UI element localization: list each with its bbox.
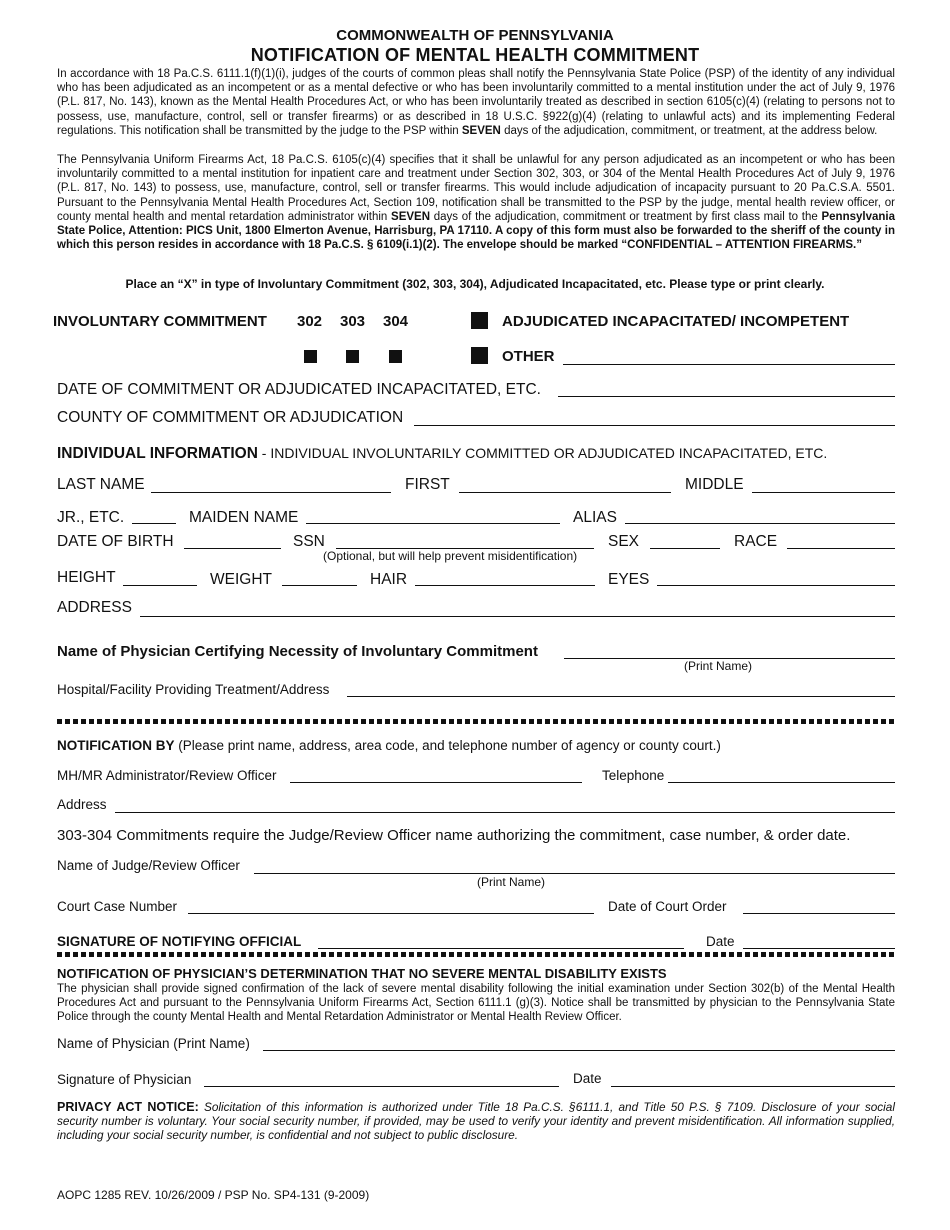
telephone-field[interactable]	[668, 782, 895, 783]
eyes-field[interactable]	[657, 585, 895, 586]
middle-name-field[interactable]	[752, 492, 895, 493]
last-name-field[interactable]	[151, 492, 391, 493]
height-label: HEIGHT	[57, 569, 116, 586]
notifying-signature-label: SIGNATURE OF NOTIFYING OFFICIAL	[57, 934, 302, 949]
dob-field[interactable]	[184, 548, 281, 549]
physician-print-name-field[interactable]	[263, 1050, 895, 1051]
hospital-field[interactable]	[347, 696, 895, 697]
privacy-notice: PRIVACY ACT NOTICE: Solicitation of this information is authorized under Title 18 Pa.C.S. §6111.1, and Title 50 P.S. § 7109. Disclosure of your social security number is voluntary. Your social security number, if provided, may be used to verify your identity and prevent misidentification. All information supplied, including your social security number, is confidential and not subject to public disclosure.	[57, 1100, 895, 1143]
alias-field[interactable]	[625, 523, 895, 524]
physician-signature-label: Signature of Physician	[57, 1072, 192, 1087]
label-302: 302	[297, 313, 323, 330]
checkbox-304[interactable]	[387, 348, 404, 365]
middle-name-label: MIDDLE	[685, 476, 744, 493]
other-field[interactable]	[563, 364, 895, 365]
commonwealth-heading: COMMONWEALTH OF PENNSYLVANIA	[336, 27, 614, 44]
individual-heading: INDIVIDUAL INFORMATION - INDIVIDUAL INVOLUNTARILY COMMITTED OR ADJUDICATED INCAPACITATED, ETC.	[57, 445, 828, 462]
commitment-date-label: DATE OF COMMITMENT OR ADJUDICATED INCAPACITATED, ETC.	[57, 381, 541, 398]
page-title: NOTIFICATION OF MENTAL HEALTH COMMITMENT	[250, 45, 700, 65]
judge-label: Name of Judge/Review Officer	[57, 858, 240, 873]
label-304: 304	[383, 313, 409, 330]
physician-print-name-label: Name of Physician (Print Name)	[57, 1036, 250, 1051]
judge-print-name-note: (Print Name)	[477, 875, 546, 889]
form-number-footer: AOPC 1285 REV. 10/26/2009 / PSP No. SP4-131 (9-2009)	[57, 1188, 370, 1202]
admin-field[interactable]	[290, 782, 582, 783]
first-name-label: FIRST	[405, 476, 450, 493]
physician-date-field[interactable]	[611, 1086, 895, 1087]
physician-print-name-note: (Print Name)	[684, 659, 753, 673]
maiden-name-label: MAIDEN NAME	[189, 509, 299, 526]
intro-paragraph-1: In accordance with 18 Pa.C.S. 6111.1(f)(1)(i), judges of the courts of common pleas shall notify the Pennsylvania State Police (PSP) of the identity of any individual who has been adjudicated as an incompetent or as a mental defective or who has been involuntarily committed to a mental institution under the act of July 9, 1976 (P.L. 817, No. 143), known as the Mental Health Procedures Act, or who has been involuntarily treated as described in section 6105(c)(4) (relating to persons not to possess, use, manufacture, control, sell or transfer firearms) or as described in 18 U.S.C. §922(g)(4) (relating to unlawful acts) and its implementing Federal regulations. This notification shall be transmitted by the judge to the PSP within SEVEN days of the adjudication, commitment, or treatment, at the address below.	[57, 68, 895, 137]
physician-label: Name of Physician Certifying Necessity of Involuntary Commitment	[57, 643, 538, 660]
instruction-text: Place an “X” in type of Involuntary Commitment (302, 303, 304), Adjudicated Incapacitated, etc. Please type or print clearly.	[125, 277, 825, 291]
other-checkbox[interactable]	[471, 347, 488, 364]
last-name-label: LAST NAME	[57, 476, 145, 493]
court-order-date-label: Date of Court Order	[608, 899, 727, 914]
maiden-name-field[interactable]	[306, 523, 560, 524]
dob-label: DATE OF BIRTH	[57, 533, 174, 550]
first-name-field[interactable]	[459, 492, 671, 493]
intro-paragraph-2: The Pennsylvania Uniform Firearms Act, 18 Pa.C.S. 6105(c)(4) specifies that it shall be unlawful for any person adjudicated as an incompetent or who has been involuntarily committed to a mental institution for inpatient care and treatment under Section 302, 303, or 304 of the Mental Health Procedures Act of July 9, 1976 (P.L. 817, No. 143) to possess, use, manufacture, control, sell or transfer firearms. This would include adjudication of incapacity pursuant to 20 Pa.C.S.A. 5501. Pursuant to the Pennsylvania Mental Health Procedures Act, Section 109, notification shall be transmitted to the PSP by the judge, mental health review officer, or county mental health and mental retardation administrator within SEVEN days of the adjudication, commitment or treatment by first class mail to the Pennsylvania State Police, Attention: PICS Unit, 1800 Elmerton Avenue, Harrisburg, PA 17110. A copy of this form must also be forwarded to the sheriff of the county in which this person resides in accordance with 18 Pa.C.S. § 6109(i.1)(2). The envelope should be marked “CONFIDENTIAL – ATTENTION FIREARMS.”	[57, 154, 895, 252]
weight-label: WEIGHT	[210, 571, 272, 588]
notification-address-field[interactable]	[115, 812, 895, 813]
court-order-date-field[interactable]	[743, 913, 895, 914]
ssn-label: SSN	[293, 533, 325, 550]
determination-text: The physician shall provide signed confirmation of the lack of severe mental disability following the initial examination under Section 302(b) of the Mental Health Procedures Act and pursuant to the Pennsylvania Uniform Firearms Act, Section 6111.1 (g)(3). Notice shall be transmitted by physician to the Pennsylvania State Police through the county Mental Health and Mental Retardation Administrator or Mental Health Review Officer.	[57, 983, 895, 1024]
adjudicated-checkbox[interactable]	[471, 312, 488, 329]
notifying-date-label: Date	[706, 934, 735, 949]
physician-date-label: Date	[573, 1071, 602, 1086]
other-label: OTHER	[502, 348, 555, 365]
sex-label: SEX	[608, 533, 640, 550]
judge-field[interactable]	[254, 873, 895, 874]
case-number-field[interactable]	[188, 913, 594, 914]
ssn-note: (Optional, but will help prevent misidentification)	[323, 549, 578, 563]
suffix-label: JR., ETC.	[57, 509, 125, 526]
determination-heading: NOTIFICATION OF PHYSICIAN’S DETERMINATION THAT NO SEVERE MENTAL DISABILITY EXISTS	[57, 966, 667, 981]
sex-field[interactable]	[650, 548, 720, 549]
race-field[interactable]	[787, 548, 895, 549]
weight-field[interactable]	[282, 585, 357, 586]
adjudicated-label: ADJUDICATED INCAPACITATED/ INCOMPETENT	[502, 313, 850, 330]
county-field[interactable]	[414, 425, 895, 426]
eyes-label: EYES	[608, 571, 650, 588]
notification-heading: NOTIFICATION BY (Please print name, address, area code, and telephone number of agency or county court.)	[57, 738, 721, 753]
label-303: 303	[340, 313, 366, 330]
race-label: RACE	[734, 533, 778, 550]
notifying-signature-field[interactable]	[318, 948, 684, 949]
telephone-label: Telephone	[602, 768, 665, 783]
checkbox-303[interactable]	[344, 348, 361, 365]
case-number-label: Court Case Number	[57, 899, 178, 914]
alias-label: ALIAS	[573, 509, 617, 526]
county-label: COUNTY OF COMMITMENT OR ADJUDICATION	[57, 409, 404, 426]
dotted-divider-2	[57, 952, 895, 957]
hospital-label: Hospital/Facility Providing Treatment/Address	[57, 682, 330, 697]
address-label: ADDRESS	[57, 599, 132, 616]
physician-signature-field[interactable]	[204, 1086, 559, 1087]
suffix-field[interactable]	[132, 523, 176, 524]
checkbox-302[interactable]	[302, 348, 319, 365]
hair-label: HAIR	[370, 571, 408, 588]
address-field[interactable]	[140, 616, 895, 617]
notifying-date-field[interactable]	[743, 948, 895, 949]
commitment-date-field[interactable]	[558, 396, 895, 397]
involuntary-commitment-label: INVOLUNTARY COMMITMENT	[53, 313, 267, 330]
dotted-divider	[57, 719, 895, 724]
hair-field[interactable]	[415, 585, 595, 586]
notification-address-label: Address	[57, 797, 107, 812]
height-field[interactable]	[123, 585, 197, 586]
requirement-text: 303-304 Commitments require the Judge/Review Officer name authorizing the commitment, case number, & order date.	[57, 827, 851, 844]
admin-label: MH/MR Administrator/Review Officer	[57, 768, 277, 783]
